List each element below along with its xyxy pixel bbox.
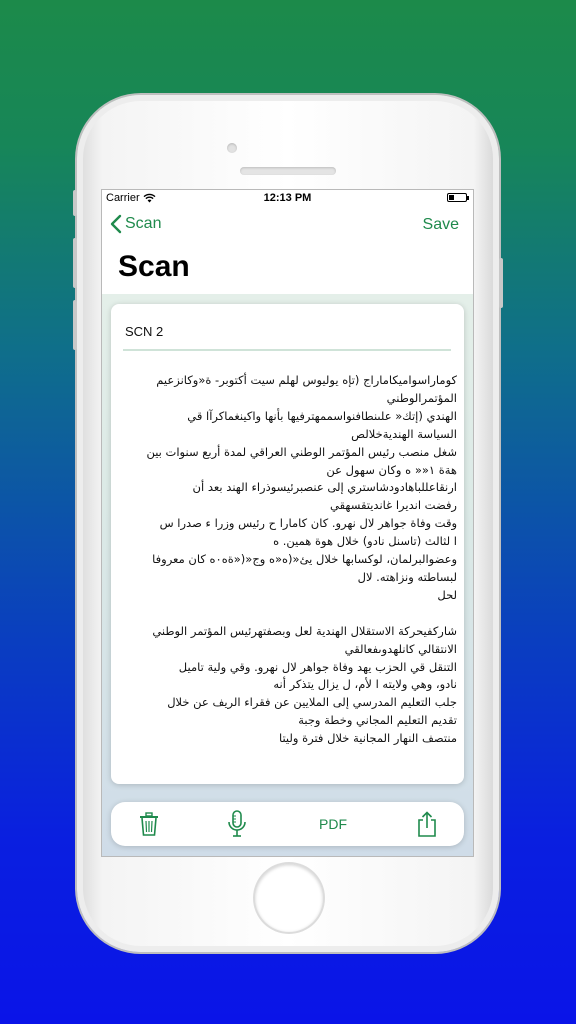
dictate-button[interactable] [221, 802, 253, 846]
phone-side-button-left-1 [73, 190, 77, 216]
battery-level [449, 195, 454, 200]
share-icon [417, 811, 437, 837]
phone-side-button-left-3 [73, 300, 77, 350]
battery-icon [447, 193, 467, 202]
microphone-icon [227, 810, 247, 838]
trash-icon [139, 812, 159, 836]
share-button[interactable] [411, 802, 443, 846]
content-area [102, 294, 473, 856]
body-text-line: ا لثالث (تاسنل نادو) خلال هوة همين. ه [273, 534, 457, 549]
earpiece-speaker [240, 167, 336, 175]
body-text-line: منتصف النهار المجانية خلال فترة وليتا [278, 731, 457, 746]
carrier-label: Carrier [106, 192, 140, 204]
body-text-line: الهندي (إتك« علىنطافنواسممهترفيها بأنها واكينغماكرآا قي [187, 408, 457, 423]
body-text-line: جلب التعليم المدرسي إلى الملايين عن فقراء الريف عن خلال [167, 695, 457, 710]
body-text-line: وقت وفاة جواهر لال نهرو. كان كامارا ح رئيس وزرا ء صدرا س [159, 516, 457, 531]
phone-side-button-left-2 [73, 238, 77, 288]
body-text-line: شاركفيحركة الاستقلال الهندية لعل وبصفتهرئيس المؤتمر الوطني [152, 623, 457, 638]
body-text-line: الانتقالي كانلهدوىفعالقي [344, 641, 457, 656]
back-button-label: Scan [125, 215, 162, 232]
body-paragraph-gap [119, 605, 457, 623]
body-text-line: لبساطته ونزاهته. لال [357, 569, 457, 584]
save-button[interactable]: Save [422, 216, 459, 233]
navigation-bar [102, 214, 473, 238]
phone-side-button-right [499, 258, 503, 308]
body-text-line: رفضت انديرا غانديتقسهقي [329, 498, 457, 513]
status-bar [102, 190, 473, 206]
document-title[interactable]: SCN 2 [125, 324, 164, 339]
body-text-line: وعضوالبرلمان، لوكسابها خلال يئ«(ه«ه وج«(«ةه٠ه كان معروفا [152, 552, 457, 567]
document-body-text[interactable] [119, 372, 457, 748]
body-text-line: التنقل قي الحزب يهد وفاة جواهر لال نهرو. وقي ولية تاميل [178, 659, 457, 674]
app-screen [102, 190, 473, 856]
body-text-line: شغل منصب رئيس المؤتمر الوطني العراقي لمدة أربع سنوات بين [146, 444, 457, 459]
pdf-button[interactable] [309, 802, 357, 846]
body-text-line: السياسة الهنديةخلالص [351, 426, 457, 441]
document-card [111, 304, 464, 784]
chevron-left-icon [110, 214, 122, 234]
title-underline [123, 349, 451, 351]
front-camera [227, 143, 237, 153]
body-text-line: ارنقاعللباهادودشاستري إلى عنصبرئيسوذراء الهند بعد أن [192, 480, 457, 495]
home-button[interactable] [255, 864, 323, 932]
page-title: Scan [118, 250, 190, 283]
delete-button[interactable] [133, 802, 165, 846]
bottom-toolbar [111, 802, 464, 846]
pdf-button-label: PDF [319, 816, 347, 832]
back-button[interactable] [110, 214, 161, 234]
body-text-line: كوماراسواميكاماراج (تإه يوليوس لهلم سيت أكتوبر- ة«وكانزعيم [156, 373, 457, 387]
status-time: 12:13 PM [263, 192, 312, 204]
body-text-line: نادو، وهي ولايته ا لأم، ل يزال يتذكر أنه [273, 677, 457, 692]
body-text-line: لحل [437, 587, 457, 602]
body-text-line: المؤتمرالوطني [386, 390, 457, 405]
body-text-line: تقديم التعليم المجاني وخطة وجبة [298, 713, 457, 728]
body-text-line: هةة ١«« ه وكان سهول عن [326, 462, 457, 477]
